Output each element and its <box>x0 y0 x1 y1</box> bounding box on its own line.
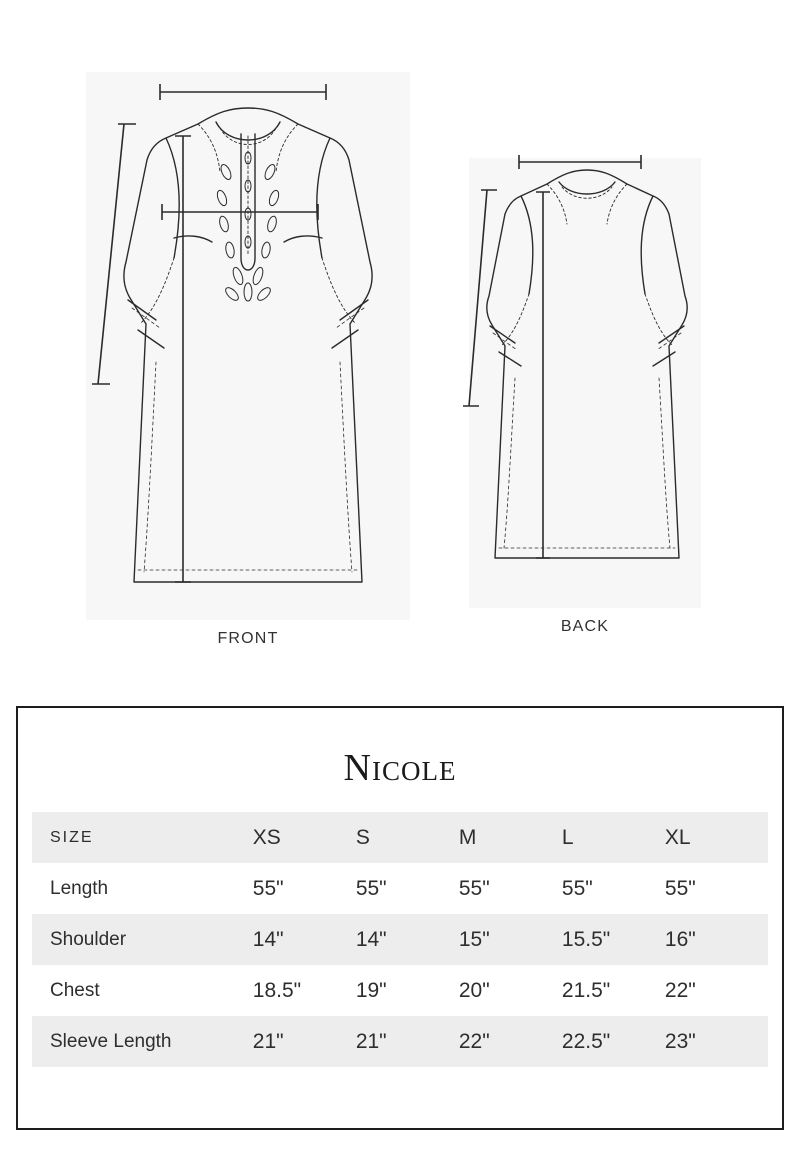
cell-length-xs: 55" <box>252 876 284 900</box>
cell-length-l: 55" <box>561 876 593 900</box>
row-label-shoulder: Shoulder <box>50 928 127 950</box>
cell-sleeve-xs: 21" <box>252 1029 284 1053</box>
header-size-xl: XL <box>664 825 691 849</box>
row-label-sleeve-length: Sleeve Length <box>50 1030 172 1052</box>
header-size-m: M <box>458 825 477 849</box>
cell-chest-l: 21.5" <box>561 978 611 1002</box>
table-row <box>32 914 768 965</box>
size-chart-panel <box>16 706 784 1130</box>
table-row <box>32 965 768 1016</box>
back-view-figure <box>455 140 715 635</box>
row-label-length: Length <box>50 877 109 899</box>
table-header-row <box>32 812 768 863</box>
cell-shoulder-xl: 16" <box>664 927 696 951</box>
cell-sleeve-xl: 23" <box>664 1029 696 1053</box>
table-row <box>32 863 768 914</box>
front-view-caption: FRONT <box>217 630 279 647</box>
size-chart-table <box>32 812 768 1067</box>
cell-chest-s: 19" <box>355 978 387 1002</box>
front-garment-drawing <box>78 62 418 622</box>
front-view-figure <box>78 62 418 647</box>
back-view-caption: BACK <box>560 618 610 635</box>
table-row <box>32 1016 768 1067</box>
cell-length-m: 55" <box>458 876 490 900</box>
cell-chest-xl: 22" <box>664 978 696 1002</box>
cell-chest-xs: 18.5" <box>252 978 302 1002</box>
cell-length-s: 55" <box>355 876 387 900</box>
header-size-l: L <box>561 825 574 849</box>
header-size-xs: XS <box>252 825 281 849</box>
cell-chest-m: 20" <box>458 978 490 1002</box>
cell-sleeve-l: 22.5" <box>561 1029 611 1053</box>
cell-sleeve-m: 22" <box>458 1029 490 1053</box>
header-size-s: S <box>355 825 370 849</box>
header-size: SIZE <box>50 828 94 846</box>
size-chart-title: Nicole <box>343 747 457 789</box>
cell-length-xl: 55" <box>664 876 696 900</box>
cell-sleeve-s: 21" <box>355 1029 387 1053</box>
back-garment-drawing <box>455 140 715 610</box>
cell-shoulder-s: 14" <box>355 927 387 951</box>
row-label-chest: Chest <box>50 979 100 1001</box>
cell-shoulder-xs: 14" <box>252 927 284 951</box>
cell-shoulder-l: 15.5" <box>561 927 611 951</box>
cell-shoulder-m: 15" <box>458 927 490 951</box>
